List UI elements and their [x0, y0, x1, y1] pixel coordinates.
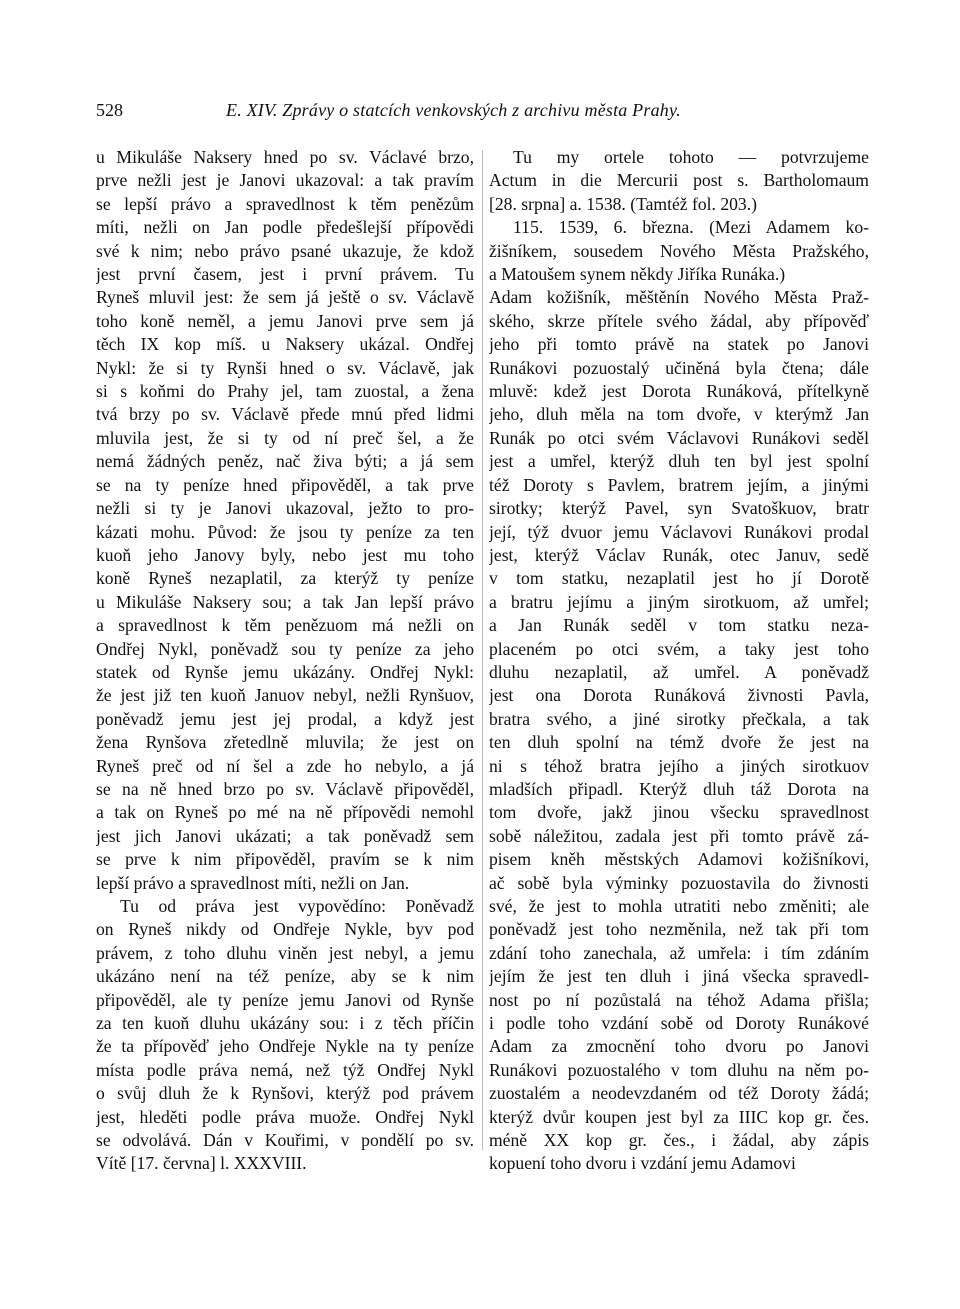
left-column-line: lepší právo a spravedlnost míti, nežli on Jan.: [96, 872, 410, 893]
right-column-line: bratra svého, a jiné sirotky přečkala, a tak: [489, 708, 869, 729]
right-column-line: i podle toho vzdání sobě od Doroty Runákové: [489, 1013, 869, 1034]
right-column-line: ač sobě byla výminky pozuostavila do živnosti: [489, 872, 869, 893]
right-column-line: Actum in die Mercurii post s. Bartholomaum: [489, 170, 869, 191]
right-column-line: ského, skrze přítele svého žádal, aby přípověď: [489, 310, 869, 331]
left-column-line: své k nim; nebo právo psané ukazuje, že kdož: [96, 240, 474, 261]
running-head: E. XIV. Zprávy o statcích venkovských z archivu města Prahy.: [226, 100, 681, 120]
right-column-line: a bratru jejímu a jiným sirotkuom, až umřel;: [489, 591, 869, 612]
left-column-line: Nykl: že si ty Rynši hned o sv. Václavě, jak: [96, 357, 474, 378]
right-column-line: Runákovi pozuostalého v tom dluhu na něm po-: [489, 1059, 869, 1080]
right-column-line: mluvě: kdež jest Dorota Runáková, přítelkyně: [489, 381, 869, 402]
right-column-line: ni s téhož bratra jejího a jiných sirotkuov: [489, 755, 869, 776]
left-column-line: za ten kuoň dluhu ukázány sou: i z těch příčin: [96, 1013, 474, 1034]
left-column-line: že ta přípověď jeho Ondřeje Nykle na ty peníze: [96, 1036, 474, 1057]
right-column-line: nost po ní pozůstalá na téhož Adama přišla;: [489, 989, 869, 1010]
left-column-line: mluvila jest, že si ty od ní preč šel, a že: [96, 427, 474, 448]
right-column-line: kopuení toho dvoru i vzdání jemu Adamovi: [489, 1153, 796, 1174]
right-column-line: [28. srpna] a. 1538. (Tamtéž fol. 203.): [489, 193, 757, 214]
right-column-line: dluhu nezaplatil, až umřel. A poněvadž: [489, 661, 869, 682]
right-column-line: mladších připadl. Kterýž dluh táž Dorota na: [489, 778, 869, 799]
left-column-line: Tu od práva jest vypovědíno: Poněvadž: [120, 896, 474, 916]
right-column-line: její, týž dvuor jemu Václavovi Runákovi prodal: [489, 521, 869, 542]
left-column-line: prve nežli jest je Janovi ukazoval: a tak pravím: [96, 170, 474, 191]
left-column-line: toho koně neměl, a jemu Janovi prve sem já: [96, 310, 474, 331]
left-column-line: statek od Rynše jemu ukázány. Ondřej Nykl:: [96, 661, 474, 682]
right-column-line: Tu my ortele tohoto — potvrzujeme: [513, 147, 869, 167]
right-column-line: méně XX kop gr. čes., i žádal, aby zápis: [489, 1130, 869, 1151]
right-column-line: Adam kožišník, měštěnín Nového Města Praž-: [489, 287, 869, 308]
right-column-line: zdání toho zanechala, až umřela: i tím zdáním: [489, 942, 869, 963]
left-column-line: si s koňmi do Prahy jel, tam zuostal, a žena: [96, 381, 474, 402]
right-column-line: placeném po otci svém, a taky jest toho: [489, 638, 869, 659]
left-column-line: jest jich Janovi ukázati; a tak poněvadž sem: [96, 825, 474, 846]
left-column-line: ukázáno není na též peníze, aby se k nim: [96, 966, 474, 987]
right-column-line: a Jan Runák seděl v tom statku neza-: [489, 615, 869, 636]
left-column-line: a tak on Ryneš po mé na ně přípovědi nemohl: [96, 802, 474, 823]
left-column-line: o svůj dluh že k Rynšovi, kterýž pod právem: [96, 1083, 474, 1104]
right-column-line: jejím že jest ten dluh i jiná všecka spravedl-: [489, 966, 869, 987]
left-column-line: nemá žádných peněz, nač živa býti; a já sem: [96, 451, 474, 472]
left-column-line: kázati mohu. Původ: že jsou ty peníze za ten: [96, 521, 474, 542]
right-column-line: též Doroty s Pavlem, bratrem jejím, a jinými: [489, 474, 869, 495]
left-column-line: že jest již ten kuoň Januov nebyl, nežli Rynšuov,: [96, 685, 474, 706]
page-header: [96, 100, 876, 130]
left-column-line: místa podle práva nemá, než týž Ondřej Nykl: [96, 1059, 474, 1080]
right-column-line: a Matoušem synem někdy Jiříka Runáka.): [489, 264, 786, 285]
right-column-line: jeho, dluh měla na tom dvoře, v kterýmž Jan: [489, 404, 869, 425]
left-column-line: u Mikuláše Naksery sou; a tak Jan lepší právo: [96, 591, 474, 612]
left-column-line: těch IX kop míš. u Naksery ukázal. Ondřej: [96, 334, 474, 355]
right-column-line: poněvadž jest toho nezměnila, než tak při tom: [489, 919, 869, 940]
left-column-line: se na ty peníze hned připověděl, a tak prve: [96, 474, 474, 495]
left-column-line: právem, z toho dluhu viněn jest nebyl, a jemu: [96, 942, 474, 963]
left-column-line: Ryneš preč od ní šel a zde ho nebylo, a já: [96, 755, 474, 776]
left-column-line: kuoň jeho Janovy byly, nebo jest mu toho: [96, 544, 474, 565]
right-column-line: jest a umřel, kterýž dluh ten byl jest spolní: [489, 451, 869, 472]
right-column-line: Adam za zmocnění toho dvoru po Janovi: [489, 1036, 869, 1057]
left-column-line: žena Rynšova zřetedlně mluvila; že jest on: [96, 732, 474, 753]
right-column-line: jeho při tomto právě na statek po Janovi: [489, 334, 869, 355]
right-column: [489, 146, 869, 1176]
left-column-line: míti, nežli on Jan podle předešlejší přípovědi: [96, 217, 474, 238]
right-column-line: sirotky; kterýž Pavel, syn Svatoškuov, bratr: [489, 498, 869, 519]
right-column-line: 115. 1539, 6. března. (Mezi Adamem ko-: [513, 217, 869, 238]
left-column-line: a spravedlnost k těm penězuom má nežli on: [96, 615, 474, 636]
right-column-line: zuostalém a neodevzdaném od též Doroty žádá;: [489, 1083, 869, 1104]
left-column-line: se odvolává. Dán v Kouřimi, v pondělí po sv.: [96, 1130, 474, 1151]
left-column-line: připověděl, ale ty peníze jemu Janovi od Rynše: [96, 989, 474, 1010]
left-column: [96, 146, 474, 1176]
right-column-line: jest ona Dorota Runáková živnosti Pavla,: [489, 685, 869, 706]
right-column-line: Runák po otci svém Václavovi Runákovi seděl: [489, 427, 869, 448]
left-column-line: on Ryneš nikdy od Ondřeje Nykle, byv pod: [96, 919, 474, 940]
right-column-line: v tom statku, nezaplatil jest ho jí Dorotě: [489, 568, 869, 589]
left-column-line: nežli si ty je Janovi ukazoval, ježto to pro-: [96, 498, 474, 519]
right-column-line: jest, kterýž Václav Runák, otec Januv, sedě: [489, 544, 869, 565]
right-column-line: sobě náležitou, zadala jest při tomto právě zá-: [489, 825, 869, 846]
left-column-line: jest první časem, jest i první právem. Tu: [96, 264, 474, 285]
left-column-line: u Mikuláše Naksery hned po sv. Václavé brzo,: [96, 147, 474, 167]
left-column-line: jest, hleděti podle práva muože. Ondřej Nykl: [96, 1106, 474, 1127]
right-column-line: své, že jest to mohla utratiti nebo změniti; ale: [489, 896, 869, 916]
right-column-line: Runákovi pozuostalý učiněná byla čtena; dále: [489, 357, 869, 378]
right-column-line: žišníkem, sousedem Nového Města Pražského,: [489, 240, 869, 261]
page-number: 528: [96, 100, 123, 120]
left-column-line: se prve k nim připověděl, pravím se k nim: [96, 849, 474, 870]
right-column-line: pisem kněh městských Adamovi kožišníkovi,: [489, 849, 869, 870]
left-column-line: Ondřej Nykl, poněvadž sou ty peníze za jeho: [96, 638, 474, 659]
left-column-line: se na ně hned brzo po sv. Václavě připověděl,: [96, 778, 474, 799]
left-column-line: Vítě [17. června] l. XXXVIII.: [96, 1153, 307, 1174]
right-column-line: ten dluh spolní na témž dvoře že jest na: [489, 732, 869, 753]
right-column-line: tom dvoře, jakž jinou všecku spravedlnost: [489, 802, 869, 823]
left-column-line: tvá brzy po sv. Václavě přede mnú před lidmi: [96, 404, 474, 425]
left-column-line: poněvadž jemu jest jej prodal, a když jest: [96, 708, 474, 729]
left-column-line: Ryneš mluvil jest: že sem já ještě o sv. Václavě: [96, 287, 474, 308]
right-column-line: kterýž dvůr koupen jest byl za IIIC kop gr. čes.: [489, 1106, 869, 1127]
left-column-line: koně Ryneš nezaplatil, za kterýž ty peníze: [96, 568, 474, 589]
left-column-line: se lepší právo a spravedlnost k těm penězům: [96, 193, 474, 214]
column-divider: [482, 150, 483, 1150]
